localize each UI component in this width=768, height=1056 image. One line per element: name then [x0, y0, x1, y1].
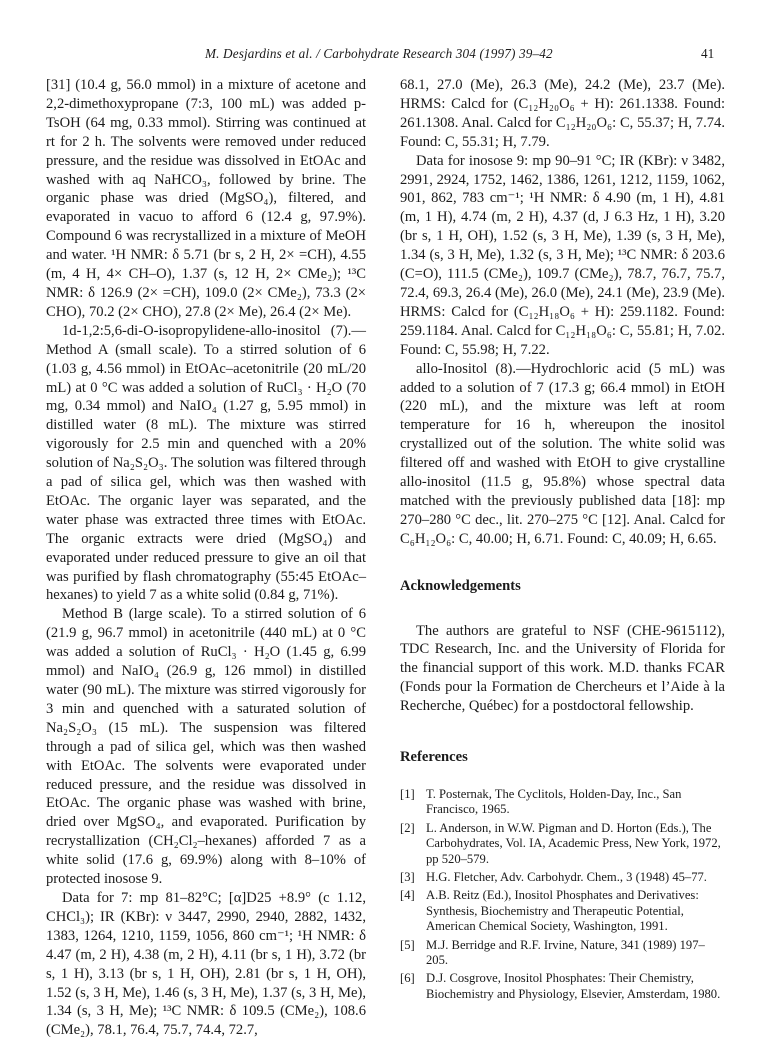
- reference-item: [400, 938, 725, 969]
- acknowledgements-text: The authors are grateful to NSF (CHE-9615112), TDC Research, Inc. and the University of Florida for the financial support of this work. M.D. thanks FCAR (Fonds pour la Formation de Chercheurs et l’Aide à la Recherche, Québec) for a postdoctoral fellowship.: [400, 622, 725, 715]
- reference-text: H.G. Fletcher, Adv. Carbohydr. Chem., 3 (1948) 45–77.: [426, 870, 707, 885]
- reference-item: [400, 888, 725, 934]
- paragraph: allo-Inositol (8).—Hydrochloric acid (5 mL) was added to a solution of 7 (17.3 g; 66.4 mmol) in EtOH (220 mL), and the mixture was left at room temperature for 16 h, whereupon the inositol crystallized out of the solution. The white solid was filtered off and washed with EtOH to give crystalline allo-inositol (11.5 g, 95.8%) whose spectral data matched with the previously published data [18]: mp 270–280 °C dec., lit. 270–275 °C [12]. Anal. Calcd for C₆H₁₂O₆: C, 40.00; H, 6.71. Found: C, 40.09; H, 6.65.: [400, 360, 725, 547]
- acknowledgements-heading: Acknowledgements: [400, 577, 521, 594]
- reference-number: [1]: [400, 787, 415, 801]
- paragraph: 68.1, 27.0 (Me), 26.3 (Me), 24.2 (Me), 23.7 (Me). HRMS: Calcd for (C₁₂H₂₀O₆ + H): 261.1338. Found: 261.1308. Anal. Calcd for C₁₂H₂₀O₆: C, 55.37; H, 7.74. Found: C, 55.31; H, 7.79.: [400, 77, 725, 150]
- right-column: [400, 76, 725, 1005]
- reference-number: [2]: [400, 820, 415, 835]
- reference-number: [5]: [400, 937, 415, 952]
- journal-citation: M. Desjardins et al. / Carbohydrate Research 304 (1997) 39–42: [205, 46, 553, 61]
- reference-number: [6]: [400, 971, 415, 986]
- reference-item: [400, 821, 725, 867]
- paragraph: [31] (10.4 g, 56.0 mmol) in a mixture of acetone and 2,2-dimethoxypropane (7:3, 100 mL) was added p-TsOH (64 mg, 0.33 mmol). Stirring was continued at rt for 2 h. The solvents were removed under reduced pressure, and the residue was dissolved in EtOAc and washed with aq NaHCO₃, followed by brine. The organic phase was dried (MgSO₄), filtered, and evaporated in vacuo to afford 6 (12.4 g, 97.9%). Compound 6 was recrystallized in a mixture of MeOH and water. ¹H NMR: δ 5.71 (br s, 2 H, 2× =CH), 4.55 (m, 4 H, 4× CH–O), 1.37 (s, 12 H, 2× CMe₂); ¹³C NMR: δ 126.9 (2× =CH), 109.0 (2× CMe₂), 73.3 (2× CHO), 70.2 (2× CHO), 27.8 (2× Me), 26.4 (2× Me).: [46, 77, 366, 320]
- references-heading: References: [400, 749, 468, 766]
- paragraph: Data for 7: mp 81–82°C; [α]D25 +8.9° (c 1.12, CHCl₃); IR (KBr): ν 3447, 2990, 2940, 2882, 1432, 1383, 1264, 1210, 1159, 1056, 860 cm⁻¹; ¹H NMR: δ 4.47 (m, 2 H), 4.38 (m, 2 H), 4.11 (br s, 1 H), 3.72 (br s, 1 H), 3.13 (br s, 1 H, OH), 2.81 (br s, 1 H, OH), 1.52 (s, 3 H, Me), 1.46 (s, 3 H, Me), 1.37 (s, 3 H, Me), 1.34 (s, 3 H, Me); ¹³C NMR: δ 109.5 (CMe₂), 108.6 (CMe₂), 78.1, 76.4, 75.7, 74.4, 72.7,: [46, 889, 366, 1039]
- left-column: [46, 76, 366, 1040]
- reference-item: [400, 787, 725, 818]
- page-number: 41: [701, 46, 715, 61]
- reference-item: [400, 971, 725, 1002]
- reference-text: L. Anderson, in W.W. Pigman and D. Horton (Eds.), The Carbohydrates, Vol. IA, Academic Press, New York, 1972, pp 520–579.: [426, 820, 721, 866]
- reference-list: [400, 787, 725, 1002]
- reference-number: [4]: [400, 888, 415, 903]
- reference-text: A.B. Reitz (Ed.), Inositol Phosphates and Derivatives: Synthesis, Biochemistry and Therapeutic Potential, American Chemical Society, Washington, 1991.: [426, 888, 699, 934]
- running-header: [0, 46, 768, 62]
- reference-text: D.J. Cosgrove, Inositol Phosphates: Their Chemistry, Biochemistry and Physiology, Elsevier, Amsterdam, 1980.: [426, 971, 721, 1001]
- reference-item: [400, 870, 725, 885]
- reference-number: [3]: [400, 870, 415, 885]
- paragraph: Method B (large scale). To a stirred solution of 6 (21.9 g, 96.7 mmol) in acetonitrile (440 mL) at 0 °C was added a solution of RuCl₃ · H₂O (1.45 g, 6.99 mmol) and NaIO₄ (26.9 g, 126 mmol) in distilled water (90 mL). The mixture was stirred vigorously for 3 min and quenched with a saturated solution of Na₂S₂O₃ (15 mL). The suspension was filtered through a pad of silica gel, which was then washed with EtOAc. The solvents were evaporated under reduced pressure, and the residue was dissolved in EtOAc. The organic phase was washed with brine, dried over MgSO₄, and evaporated. Purification by recrystallization (CH₂Cl₂–hexanes) afforded 7 as a white solid (17.6 g, 69.9%) along with 8–10% of protected inosose 9.: [46, 606, 366, 888]
- paragraph: Data for inosose 9: mp 90–91 °C; IR (KBr): ν 3482, 2991, 2924, 1752, 1462, 1386, 1261, 1212, 1159, 1062, 901, 862, 783 cm⁻¹; ¹H NMR: δ 4.90 (m, 1 H), 4.81 (m, 1 H), 4.74 (m, 2 H), 4.37 (d, J 6.3 Hz, 1 H), 3.20 (br s, 1 H, OH), 1.52 (s, 3 H, Me), 1.39 (s, 3 H, Me), 1.34 (s, 3 H, Me), 1.32 (s, 3 H, Me); ¹³C NMR: δ 203.6 (C=O), 111.5 (CMe₂), 109.7 (CMe₂), 78.7, 76.7, 75.7, 72.4, 69.3, 26.4 (Me), 26.0 (Me), 24.1 (Me), 23.9 (Me). HRMS: Calcd for (C₁₂H₁₈O₆ + H): 259.1182. Found: 259.1184. Anal. Calcd for C₁₂H₁₈O₆: C, 55.81; H, 7.02. Found: C, 55.98; H, 7.22.: [400, 152, 725, 358]
- paragraph: 1d-1,2:5,6-di-O-isopropylidene-allo-inositol (7).—Method A (small scale). To a stirred solution of 6 (1.03 g, 4.56 mmol) in EtOAc–acetonitrile (20 mL/20 mL) at 0 °C was added a solution of RuCl₃ · H₂O (70 mg, 0.34 mmol) and NaIO₄ (1.27 g, 5.95 mmol) in distilled water (8 mL). The mixture was stirred vigorously for 2.5 min and quenched with a 20% solution of Na₂S₂O₃. The solution was filtered through a pad of silica gel, which was then washed with EtOAc. The organic layer was separated, and the water phase was extracted three times with EtOAc. The organic extracts were dried (MgSO₄) and evaporated under reduced pressure to give an oil that was purified by flash chromatography (55:45 EtOAc–hexanes) to yield 7 as a white solid (0.84 g, 71%).: [46, 322, 366, 604]
- reference-text: T. Posternak, The Cyclitols, Holden-Day, Inc., San Francisco, 1965.: [426, 787, 682, 817]
- reference-text: M.J. Berridge and R.F. Irvine, Nature, 341 (1989) 197–205.: [426, 937, 705, 968]
